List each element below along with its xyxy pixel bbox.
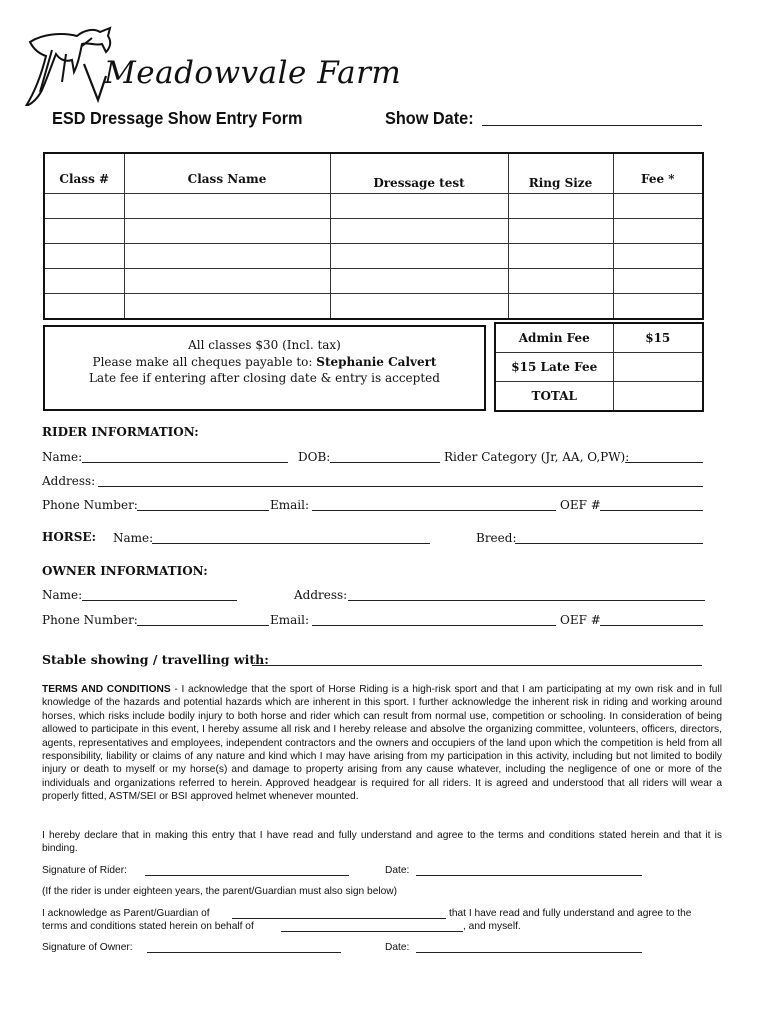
minor-note: (If the rider is under eighteen years, the parent/Guardian must also sign below)	[42, 886, 398, 897]
owner-address-label: Address:	[294, 588, 348, 602]
terms-paragraph	[42, 683, 722, 804]
rider-category-field[interactable]	[625, 462, 703, 463]
header-ring-size: Ring Size	[508, 153, 613, 193]
guardian-prefix: I acknowledge as Parent/Guardian of	[42, 908, 210, 919]
table-row	[44, 243, 703, 268]
owner-date-field[interactable]	[416, 952, 642, 953]
owner-address-field[interactable]	[348, 600, 705, 601]
terms-heading: TERMS AND CONDITIONS	[42, 684, 171, 695]
table-cell[interactable]	[124, 218, 330, 243]
rider-phone-label: Phone Number:	[42, 498, 138, 512]
table-cell[interactable]	[44, 268, 124, 293]
guardian-middle: that I have read and fully understand and agree to the	[449, 908, 692, 919]
stable-field[interactable]	[252, 665, 702, 666]
table-cell[interactable]	[613, 293, 703, 319]
form-title: ESD Dressage Show Entry Form	[52, 108, 303, 128]
owner-phone-label: Phone Number:	[42, 613, 138, 627]
table-cell[interactable]	[330, 293, 508, 319]
table-cell[interactable]	[330, 218, 508, 243]
table-row	[44, 268, 703, 293]
header-class-number: Class #	[44, 153, 124, 193]
rider-name-label: Name:	[42, 450, 83, 464]
owner-date-label: Date:	[385, 942, 410, 953]
table-cell[interactable]	[330, 268, 508, 293]
fee-notes-box	[43, 325, 486, 411]
stable-label: Stable showing / travelling with:	[42, 652, 269, 667]
header-dressage-test: Dressage test	[330, 153, 508, 193]
table-cell[interactable]	[508, 193, 613, 218]
late-fee-label: $15 Late Fee	[495, 353, 613, 382]
total-row	[495, 382, 703, 412]
fees-table	[494, 322, 704, 412]
total-label: TOTAL	[495, 382, 613, 412]
table-cell[interactable]	[124, 293, 330, 319]
rider-info-heading: RIDER INFORMATION:	[42, 425, 199, 439]
table-cell[interactable]	[508, 268, 613, 293]
table-cell[interactable]	[124, 268, 330, 293]
rider-oef-field[interactable]	[600, 510, 703, 511]
rider-date-label: Date:	[385, 865, 410, 876]
table-cell[interactable]	[44, 193, 124, 218]
table-cell[interactable]	[44, 293, 124, 319]
rider-email-label: Email:	[270, 498, 310, 512]
owner-oef-field[interactable]	[600, 625, 703, 626]
show-date-label: Show Date:	[385, 108, 474, 128]
rider-address-field[interactable]	[98, 486, 703, 487]
horse-name-field[interactable]	[152, 543, 430, 544]
horse-heading: HORSE:	[42, 530, 97, 544]
horse-breed-field[interactable]	[515, 543, 703, 544]
table-cell[interactable]	[613, 243, 703, 268]
owner-phone-field[interactable]	[137, 625, 269, 626]
table-cell[interactable]	[508, 243, 613, 268]
admin-fee-value: $15	[613, 323, 703, 353]
table-row	[44, 218, 703, 243]
guardian-of-field[interactable]	[232, 918, 446, 919]
rider-dob-field[interactable]	[330, 462, 440, 463]
owner-name-label: Name:	[42, 588, 83, 602]
table-header-row	[44, 153, 703, 193]
guardian-behalf-field[interactable]	[281, 931, 463, 932]
rider-phone-field[interactable]	[137, 510, 269, 511]
terms-body: - I acknowledge that the sport of Horse Riding is a high-risk sport and that I am participating at my own risk and in full knowledge of the hazards and potential hazards which are inherent in this sport. I further acknowledge the inherent risk in riding and working around horses, which risks include bodily injury to both horse and rider which can result from normal use, competition or schooling. In consideration of being allowed to participate in this event, I hereby assume all risk and I hereby release and absolve the organizing committee, volunteers, officers, directors, agents, representatives and employees, independent contractors and the owners and occupiers of the land upon which the competition is held from all responsibility, liability or claims of any nature and kind which I may have arising from my participation in this activity, including but not limited to bodily injury or death to myself or my horse(s) and damage to property arising from any cause whatever, including the negligence of one or more of the individuals and organizations referred to herein. Approved headgear is required for all riders. It is agreed and understood that all riders will wear a properly fitted, ASTM/SEI or BSI approved helmet whenever mounted.	[42, 684, 723, 803]
table-cell[interactable]	[44, 218, 124, 243]
rider-address-label: Address:	[42, 474, 96, 488]
rider-signature-label: Signature of Rider:	[42, 865, 127, 876]
header-class-name: Class Name	[124, 153, 330, 193]
total-value[interactable]	[613, 382, 703, 412]
note-line-3: Late fee if entering after closing date & entry is accepted	[89, 371, 440, 385]
rider-name-field[interactable]	[82, 462, 288, 463]
table-cell[interactable]	[508, 218, 613, 243]
table-cell[interactable]	[508, 293, 613, 319]
owner-email-field[interactable]	[312, 625, 556, 626]
table-cell[interactable]	[613, 193, 703, 218]
brand-name: Meadowvale Farm	[104, 55, 402, 91]
guardian-line2-prefix: terms and conditions stated herein on behalf of	[42, 921, 254, 932]
note-line-1: All classes $30 (Incl. tax)	[188, 338, 341, 352]
rider-date-field[interactable]	[416, 875, 642, 876]
table-cell[interactable]	[613, 218, 703, 243]
guardian-line2-suffix: , and myself.	[463, 921, 521, 932]
show-date-field[interactable]	[482, 125, 702, 126]
late-fee-value[interactable]	[613, 353, 703, 382]
owner-signature-label: Signature of Owner:	[42, 942, 133, 953]
table-cell[interactable]	[124, 193, 330, 218]
rider-email-field[interactable]	[312, 510, 556, 511]
table-cell[interactable]	[44, 243, 124, 268]
owner-email-label: Email:	[270, 613, 310, 627]
admin-fee-label: Admin Fee	[495, 323, 613, 353]
rider-signature-field[interactable]	[145, 875, 349, 876]
table-row	[44, 193, 703, 218]
note-line-2	[45, 354, 484, 371]
rider-dob-label: DOB:	[298, 450, 331, 464]
horse-name-label: Name:	[113, 531, 154, 545]
header-fee: Fee *	[613, 153, 703, 193]
owner-info-heading: OWNER INFORMATION:	[42, 564, 208, 578]
horse-breed-label: Breed:	[476, 531, 517, 545]
table-row	[44, 293, 703, 319]
table-cell[interactable]	[330, 243, 508, 268]
declaration-text: I hereby declare that in making this entry that I have read and fully understand and agree to the terms and conditions stated herein and that it is binding.	[42, 830, 722, 855]
rider-oef-label: OEF #	[560, 498, 601, 512]
owner-oef-label: OEF #	[560, 613, 601, 627]
note-payee-prefix: Please make all cheques payable to:	[92, 354, 317, 369]
admin-fee-row	[495, 323, 703, 353]
owner-signature-field[interactable]	[147, 952, 341, 953]
table-cell[interactable]	[330, 193, 508, 218]
rider-category-label: Rider Category (Jr, AA, O,PW):	[444, 450, 630, 464]
late-fee-row	[495, 353, 703, 382]
table-cell[interactable]	[613, 268, 703, 293]
owner-name-field[interactable]	[82, 600, 237, 601]
table-cell[interactable]	[124, 243, 330, 268]
class-entry-table	[43, 152, 704, 320]
note-payee-name: Stephanie Calvert	[316, 354, 437, 369]
